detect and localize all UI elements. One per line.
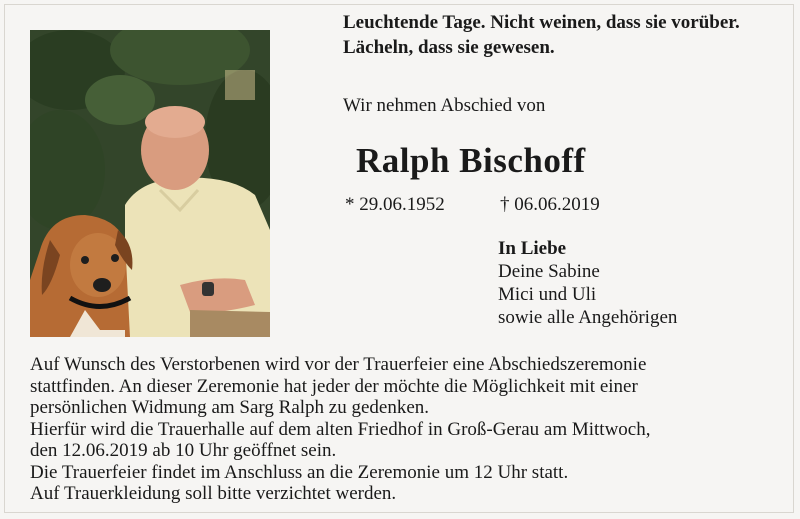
birth-date: * 29.06.1952 xyxy=(345,194,445,215)
mourner-line: Deine Sabine xyxy=(498,261,600,282)
body-line: Auf Wunsch des Verstorbenen wird vor der Trauerfeier eine Abschiedszeremonie xyxy=(30,354,647,375)
portrait-photo xyxy=(30,30,270,337)
intro-text: Wir nehmen Abschied von xyxy=(343,95,546,116)
motto-line: Leuchtende Tage. Nicht weinen, dass sie vorüber. xyxy=(343,12,740,33)
body-line: Hierfür wird die Trauerhalle auf dem alten Friedhof in Groß-Gerau am Mittwoch, xyxy=(30,418,651,440)
portrait-illustration xyxy=(30,30,270,337)
body-line: Auf Trauerkleidung soll bitte verzichtet werden. xyxy=(30,483,397,504)
mourners-block xyxy=(498,237,677,329)
death-date: † 06.06.2019 xyxy=(500,194,600,215)
body-line: stattfinden. An dieser Zeremonie hat jeder der möchte die Möglichkeit mit einer xyxy=(30,375,638,397)
deceased-name: Ralph Bischoff xyxy=(356,141,586,180)
mourner-line: Mici und Uli xyxy=(498,284,597,305)
body-line: persönlichen Widmung am Sarg Ralph zu gedenken. xyxy=(30,397,430,418)
motto-line: Lächeln, dass sie gewesen. xyxy=(343,37,555,58)
body-line: den 12.06.2019 ab 10 Uhr geöffnet sein. xyxy=(30,440,337,461)
mourners-lead: In Liebe xyxy=(498,238,567,259)
ceremony-details xyxy=(30,354,790,505)
mourner-line: sowie alle Angehörigen xyxy=(498,307,678,328)
body-line: Die Trauerfeier findet im Anschluss an die Zeremonie um 12 Uhr statt. xyxy=(30,461,569,483)
motto xyxy=(343,10,783,60)
